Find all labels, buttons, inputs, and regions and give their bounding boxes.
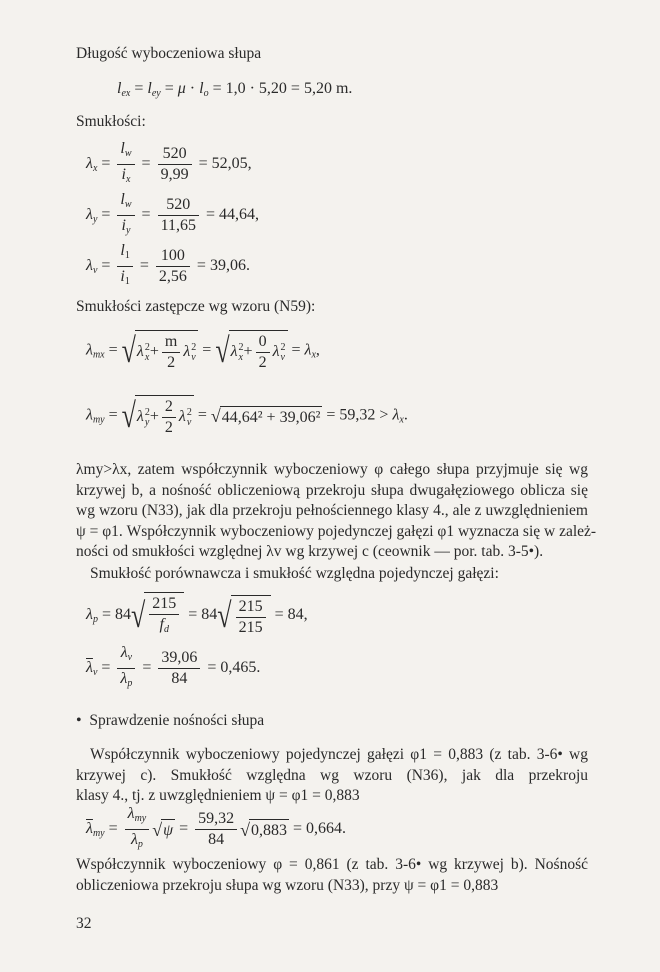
formula-lambda-my-relative: $\overline{\lambda}_{my}$ = $\frac{\lambda_{my}}{\lambda_p}$ √ψ = $\frac{59,32}{84}$ √0,883 = 0,664. [86,805,347,850]
heading-slenderness: Smukłości: [76,113,146,130]
bullet-icon: • [76,712,82,729]
page-number: 32 [76,915,92,932]
formula-lambda-v: $\lambda_v$ = $\frac{l_1}{i_1}$ = $\frac{100}{2,56}$ = 39,06. [86,242,250,287]
formula-lambda-mx: $\lambda_{mx} = √\lambda 2$ x+ $\frac{m}{2}$ λ2 v = √λ2 x+ $\frac{0}{2}$ λ2 $v = \lambda_x$, [86,330,320,371]
heading-buckling-length: Długość wyboczeniowa słupa [76,45,262,62]
formula-lambda-my: $\lambda_{my} = √\lambda 2$ y+ $\frac{2}{2}$ λ2 $v = √44,64^2 + 39,06^2 = 59,32 > \lambda_x$. [86,395,408,436]
heading-equiv-slenderness: Smukłości zastępcze wg wzoru (N59): [76,298,316,315]
paragraph-branch-coefficient: Współczynnik wyboczeniowy pojedynczej gałęzi φ1 = 0,883 (z tab. 3-6• wg krzywej c). Smukłość względna wg wzoru (N36), jak dla przekroju klasy 4., tj. z uwzględnieniem ψ = φ1 = 0,883 [76,746,588,805]
formula-buckling-length: $l_{ex} = l_{ey} = \mu \cdot l_o = 1,0 \cdot 5,20 = 5,20$ m. [117,80,353,99]
formula-lambda-y: $\lambda_y$ = $\frac{l_w}{i_y}$ = $\frac{520}{11,65}$ = 44,64, [86,191,260,236]
heading-comparative-slenderness: Smukłość porównawcza i smukłość względna pojedynczej gałęzi: [90,565,499,582]
paragraph-column-coefficient: Współczynnik wyboczeniowy φ = 0,861 (z tab. 3-6• wg krzywej b). Nośność obliczeniowa przekroju słupa wg wzoru (N33), przy ψ = φ1 = 0,883 [76,856,588,894]
formula-lambda-x: $\lambda_x$ = $\frac{l_w}{i_x}$ = $\frac{520}{9,99}$ = 52,05, [86,140,252,185]
formula-lambda-v-relative: $\overline{\lambda}_v$ = $\frac{\lambda_v}{\lambda_p}$ = $\frac{39,06}{84}$ = 0,465. [86,644,261,689]
paragraph-lambda-comparison: λmy>λx, zatem współczynnik wyboczeniowy φ całego słupa przyjmuje się wg krzywej b, a nośność obliczeniową przekroju słupa dwugałęziowego oblicza się wg wzoru (N33), jak dla przekroju pełnościennego klasy 4., ale z uwzględnieniem ψ = φ1. Współczynnik wyboczeniowy pojedynczej gałęzi φ1 wyznacza się w zależ- ności od smukłości względnej λv wg krzywej c (ceownik — por. tab. 3-5•). [76,461,597,561]
formula-lambda-p: $\lambda_p = 84√$ $\frac{215}{f_d}$ = 84√ $\frac{215}{215}$ = 84, [86,592,308,639]
bullet-check-capacity: • Sprawdzenie nośności słupa [76,712,265,729]
